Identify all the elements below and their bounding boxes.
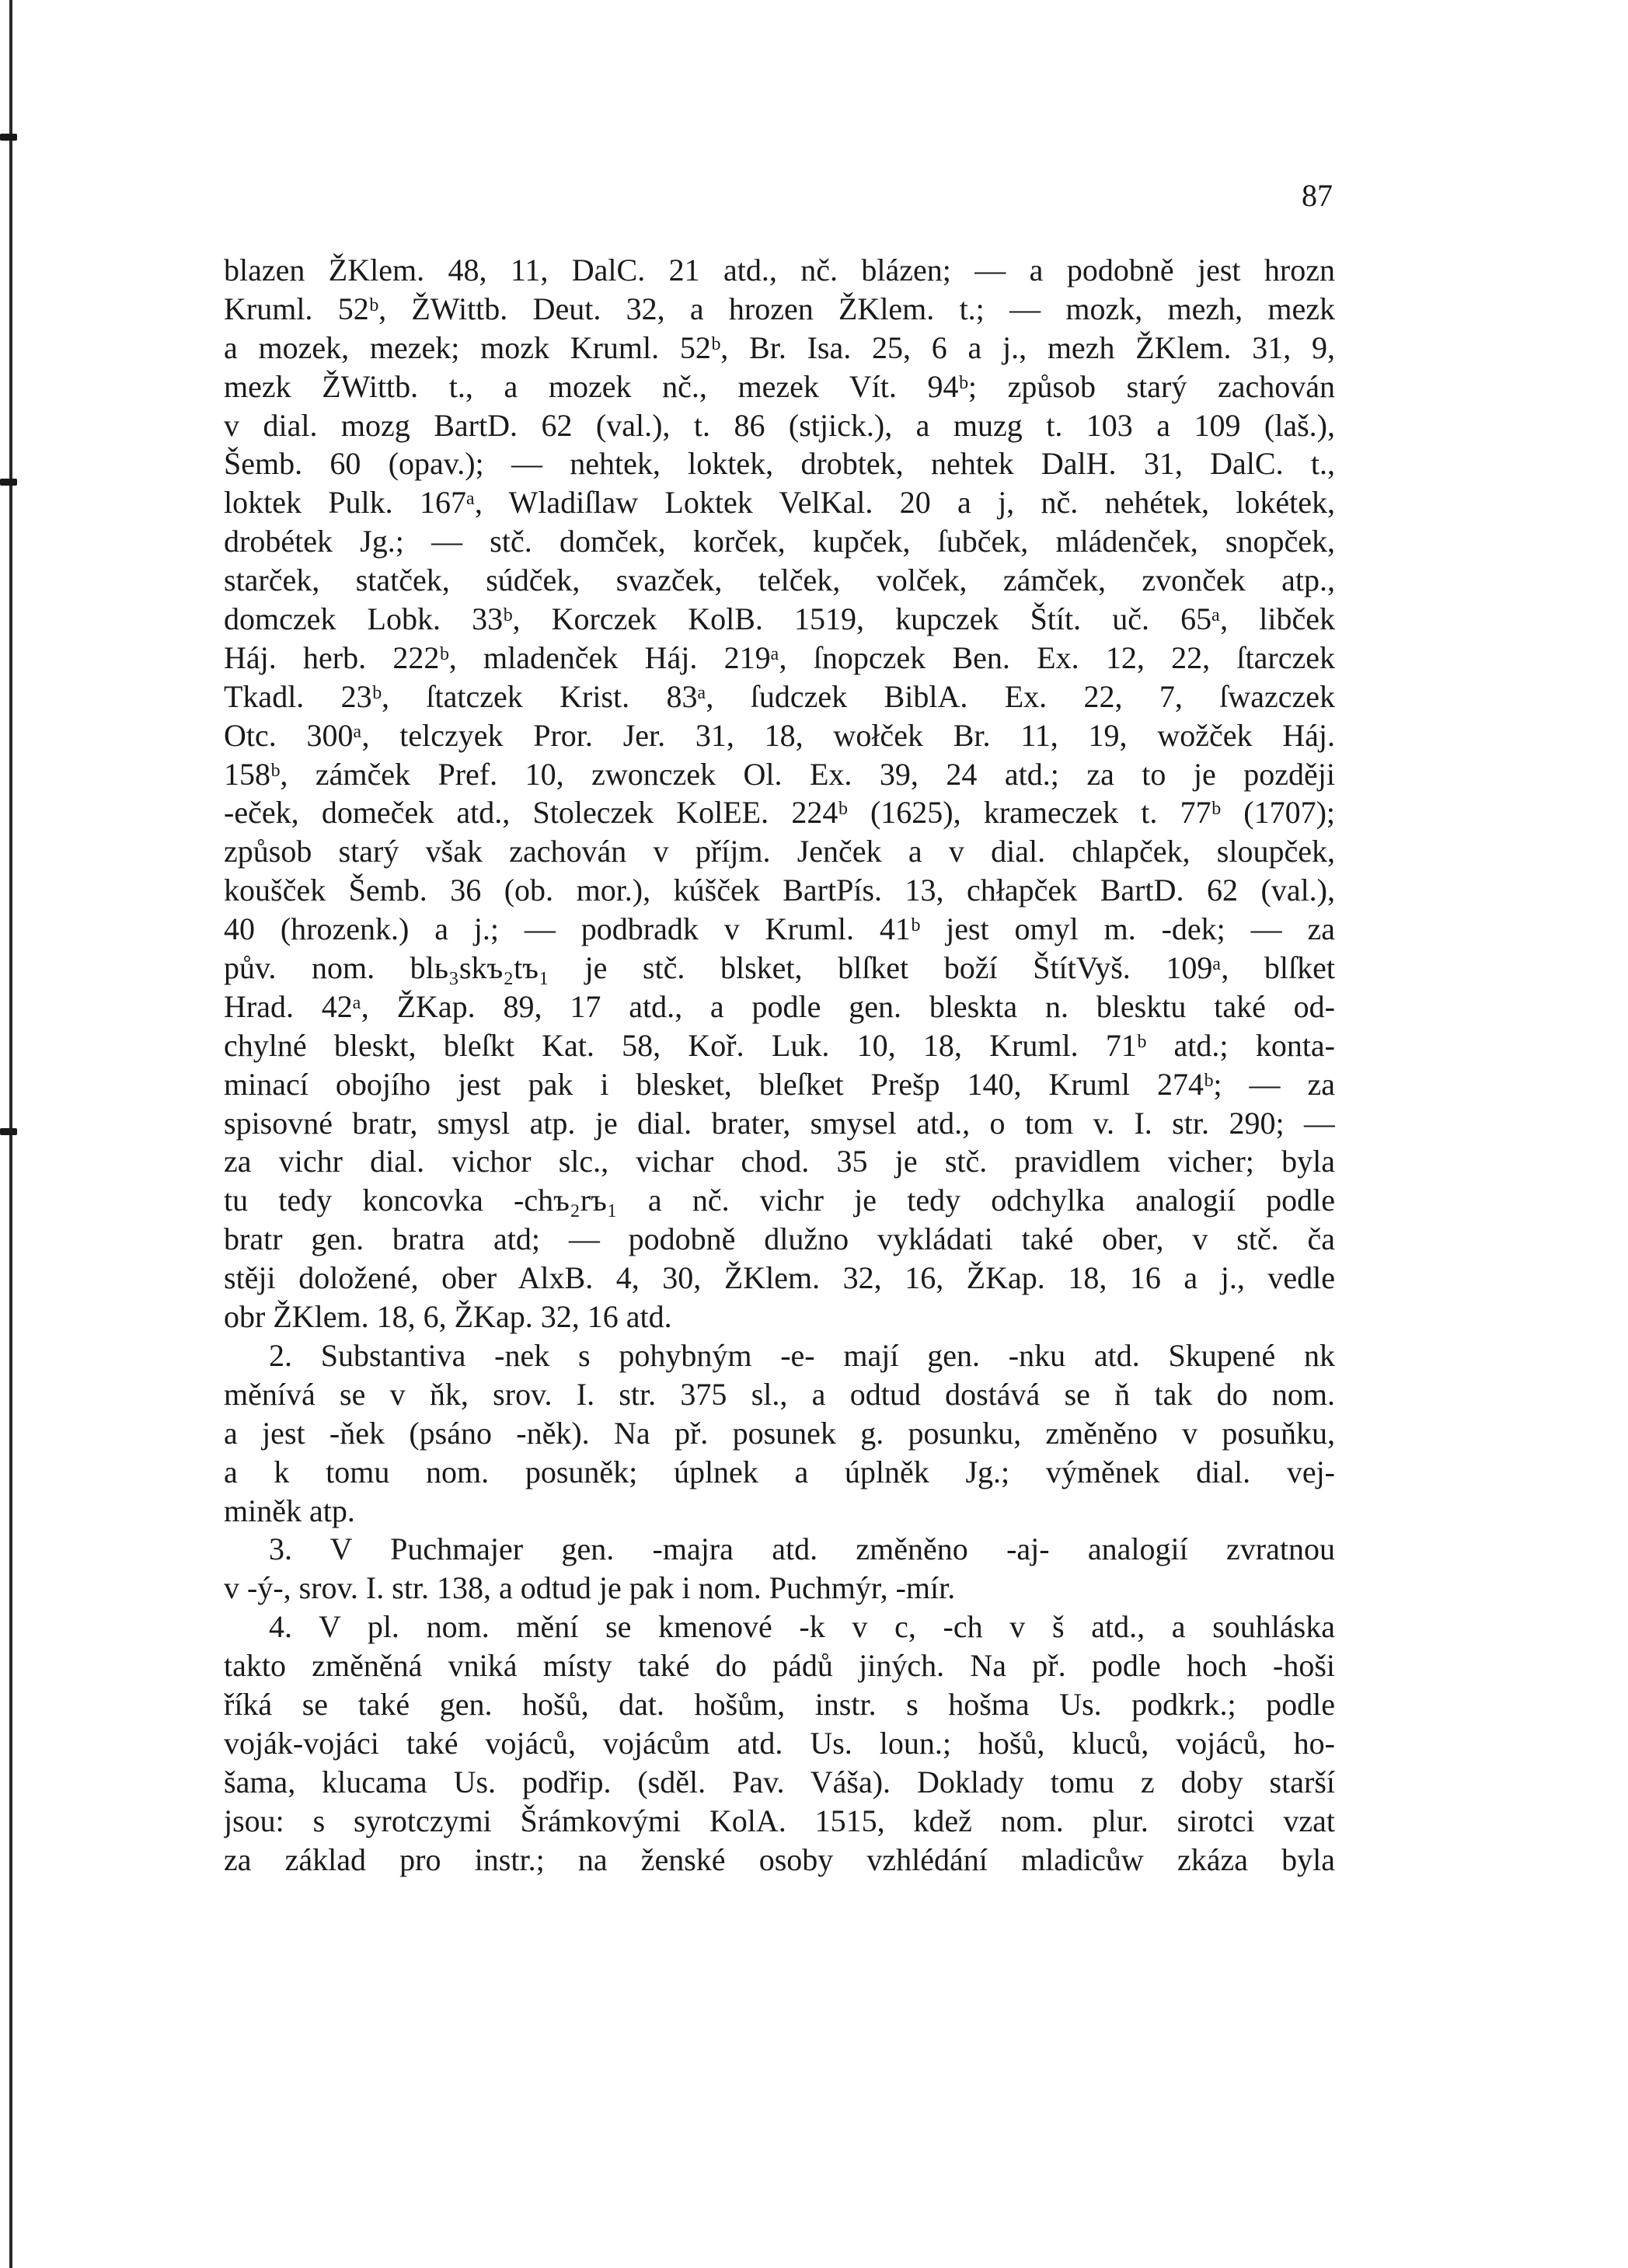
text-line: 3. V Puchmajer gen. -majra atd. změněno -aj- analogií zvratnou: [269, 1531, 1335, 1567]
text-line: měnívá se v ňk, srov. I. str. 375 sl., a odtud dostává se ň tak do nom.: [224, 1376, 1335, 1412]
text-line: Kruml. 52ᵇ, ŽWittb. Deut. 32, a hrozen ŽKlem. t.; — mozk, mezh, mezk: [224, 291, 1335, 326]
text-line: v -ý-, srov. I. str. 138, a odtud je pak i nom. Puchmýr, -mír.: [224, 1570, 956, 1606]
body-text: [224, 251, 1335, 1879]
text-line: stěji doložené, ober AlxB. 4, 30, ŽKlem. 32, 16, ŽKap. 18, 16 a j., vedle: [224, 1260, 1335, 1296]
text-line: Háj. herb. 222ᵇ, mladenček Háj. 219ᵃ, ſnopczek Ben. Ex. 12, 22, ſtarczek: [224, 639, 1335, 675]
text-line: chylné bleskt, bleſkt Kat. 58, Koř. Luk. 10, 18, Kruml. 71ᵇ atd.; konta-: [224, 1027, 1335, 1063]
text-line: a k tomu nom. posuněk; úplnek a úplněk Jg.; výměnek dial. vej-: [224, 1454, 1335, 1489]
text-line: 158ᵇ, zámček Pref. 10, zwonczek Ol. Ex. 39, 24 atd.; za to je později: [224, 756, 1335, 792]
text-line: Tkadl. 23ᵇ, ſtatczek Krist. 83ᵃ, ſudczek BiblA. Ex. 22, 7, ſwazczek: [224, 678, 1335, 714]
text-line: pův. nom. blь₃skъ₂tъ₁ je stč. blsket, blſket boží ŠtítVyš. 109ᵃ, blſket: [224, 950, 1335, 986]
text-line: v dial. mozg BartD. 62 (val.), t. 86 (stjick.), a muzg t. 103 a 109 (laš.),: [224, 407, 1335, 443]
text-line: obr ŽKlem. 18, 6, ŽKap. 32, 16 atd.: [224, 1299, 672, 1335]
text-line: jsou: s syrotczymi Šrámkovými KolA. 1515, kdež nom. plur. sirotci vzat: [224, 1803, 1335, 1838]
text-line: drobétek Jg.; — stč. domček, korček, kupček, ſubček, mládenček, snopček,: [224, 524, 1335, 559]
text-line: loktek Pulk. 167ᵃ, Wladiſlaw Loktek VelKal. 20 a j, nč. nehétek, lokétek,: [224, 485, 1335, 521]
margin-mark: [0, 479, 17, 486]
text-line: a jest -ňek (psáno -něk). Na př. posunek g. posunku, změněno v posuňku,: [224, 1415, 1335, 1451]
page-number: 87: [1302, 178, 1333, 213]
text-line: bratr gen. bratra atd; — podobně dlužno vykládati také ober, v stč. ča: [224, 1221, 1335, 1257]
text-line: takto změněná vniká místy také do pádů jiných. Na př. podle hoch -hoši: [224, 1648, 1335, 1684]
text-line: 2. Substantiva -nek s pohybným -e- mají gen. -nku atd. Skupené nk: [269, 1337, 1335, 1373]
text-line: starček, statček, súdček, svazček, telček, volček, zámček, zvonček atp.,: [224, 563, 1335, 598]
text-line: minací obojího jest pak i blesket, bleſket Prešp 140, Kruml 274ᵇ; — za: [224, 1066, 1335, 1102]
text-line: miněk atp.: [224, 1493, 355, 1528]
text-line: mezk ŽWittb. t., a mozek nč., mezek Vít. 94ᵇ; způsob starý zachován: [224, 368, 1335, 404]
text-line: blazen ŽKlem. 48, 11, DalC. 21 atd., nč. blázen; — a podobně jest hrozn: [224, 253, 1335, 287]
text-line: říká se také gen. hošů, dat. hošům, instr. s hošma Us. podkrk.; podle: [224, 1686, 1335, 1722]
text-line: Šemb. 60 (opav.); — nehtek, loktek, drobtek, nehtek DalH. 31, DalC. t.,: [224, 446, 1335, 482]
text-line: šama, klucama Us. podřip. (sděl. Pav. Váša). Doklady tomu z doby starší: [224, 1764, 1335, 1799]
text-line: za základ pro instr.; na ženské osoby vzhlédání mladicůw zkáza byla: [224, 1841, 1335, 1877]
text-line: voják-vojáci také vojáců, vojácům atd. Us. loun.; hošů, kluců, vojáců, ho-: [224, 1725, 1335, 1761]
text-line: a mozek, mezek; mozk Kruml. 52ᵇ, Br. Isa. 25, 6 a j., mezh ŽKlem. 31, 9,: [224, 329, 1335, 365]
text-line: 40 (hrozenk.) a j.; — podbradk v Kruml. 41ᵇ jest omyl m. -dek; — za: [224, 911, 1335, 947]
margin-mark: [0, 1128, 17, 1135]
text-line: -eček, domeček atd., Stoleczek KolEE. 224ᵇ (1625), krameczek t. 77ᵇ (1707);: [224, 795, 1335, 831]
text-line: Otc. 300ᵃ, telczyek Pror. Jer. 31, 18, wołček Br. 11, 19, wožček Háj.: [224, 717, 1335, 753]
text-line: Hrad. 42ᵃ, ŽKap. 89, 17 atd., a podle gen. bleskta n. blesktu také od-: [224, 988, 1335, 1024]
margin-mark: [0, 134, 17, 141]
text-line: koušček Šemb. 36 (ob. mor.), kúšček BartPís. 13, chłapček BartD. 62 (val.),: [224, 873, 1335, 908]
text-line: spisovné bratr, smysl atp. je dial. brater, smysel atd., o tom v. I. str. 290; —: [224, 1105, 1335, 1141]
text-line: domczek Lobk. 33ᵇ, Korczek KolB. 1519, kupczek Štít. uč. 65ᵃ, libček: [224, 601, 1335, 637]
text-line: způsob starý však zachován v příjm. Jenček a v dial. chlapček, sloupček,: [224, 834, 1335, 869]
text-line: za vichr dial. vichor slc., vichar chod. 35 je stč. pravidlem vicher; byla: [224, 1144, 1335, 1179]
text-line: 4. V pl. nom. mění se kmenové -k v c, -ch v š atd., a souhláska: [269, 1609, 1335, 1645]
text-line: tu tedy koncovka -chъ₂rъ₁ a nč. vichr je tedy odchylka analogií podle: [224, 1183, 1335, 1218]
